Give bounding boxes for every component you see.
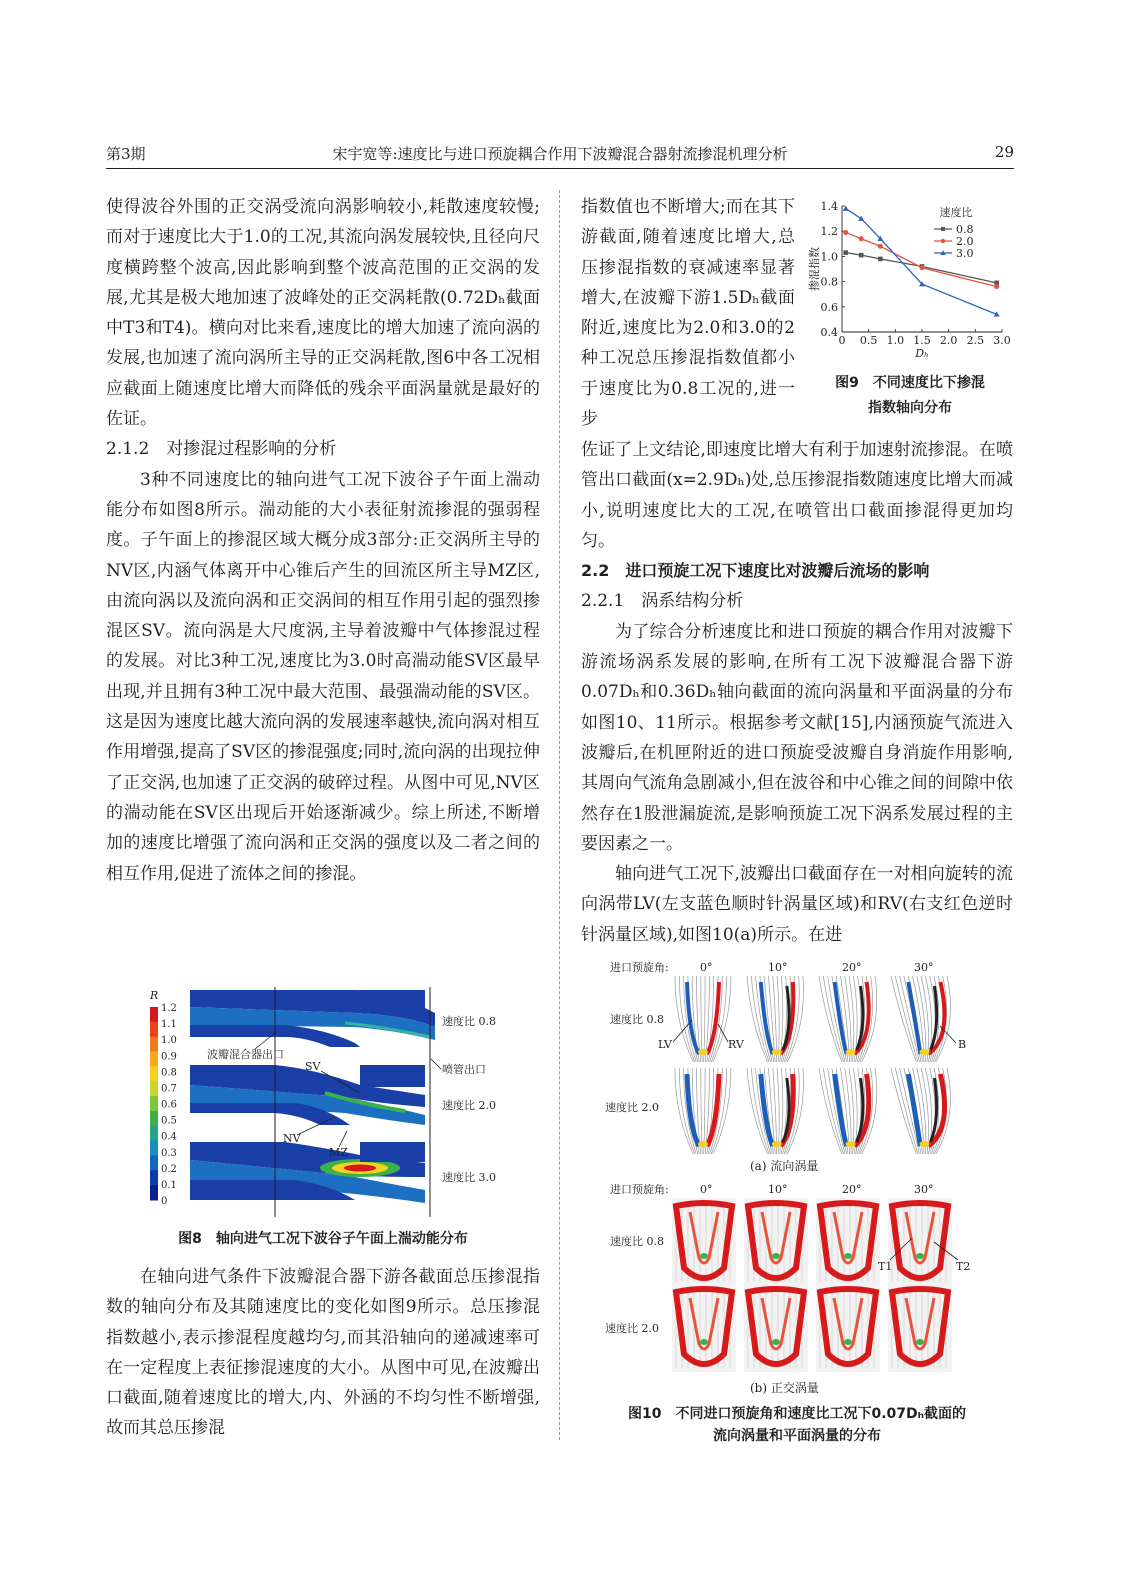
figure-9-caption-line1: 图9 不同速度比下掺混	[835, 375, 985, 391]
colorbar-tick-label: 0	[161, 1196, 168, 1207]
streamwise-panel	[672, 1068, 734, 1154]
x-tick-label: 1.5	[913, 334, 931, 347]
label-inlet-angle-a: 进口预旋角:	[610, 961, 669, 974]
page-number: 29	[994, 143, 1014, 161]
paragraph: 3种不同速度比的轴向进气工况下波谷子午面上湍动能分布如图8所示。湍动能的大小表征射流掺混的强弱程度。子午面上的掺混区域大概分成3部分:正交涡所主导的NV区,内涵气体离开中心锥后产生的回流区所主导MZ区,由流向涡以及流向涡和正交涡间的相互作用引起的强烈掺混区SV。流向涡是大尺度涡,主导着波瓣中气体掺混过程的发展。对比3种工况,速度比为3.0时高湍动能SV区最早出现,并且拥有3种工况中最大范围、最强湍动能的SV区。这是因为速度比越大流向涡的发展速率越快,流向涡对相互作用增强,提高了SV区的掺混强度;同时,流向涡的出现拉伸了正交涡,也加速了正交涡的破碎过程。从图中可见,NV区的湍动能在SV区出现后开始逐渐减少。综上所述,不断增加的速度比增强了流向涡和正交涡的强度以及二者之间的相互作用,促进了流体之间的掺混。	[106, 469, 540, 884]
planar-panel	[816, 1284, 880, 1372]
label-vr08-b: 速度比 0.8	[610, 1235, 664, 1248]
data-point	[878, 244, 883, 249]
header-rule	[106, 168, 1014, 169]
label-t2: T2	[956, 1260, 971, 1273]
streamwise-panel	[888, 1068, 950, 1154]
y-tick-label: 0.6	[820, 300, 838, 314]
section-heading: 2.2 进口预旋工况下速度比对波瓣后流场的影响	[581, 561, 930, 581]
planar-panel	[888, 1284, 952, 1372]
planar-panel	[744, 1198, 808, 1286]
figure-10-caption-line1: 图10 不同进口预旋角和速度比工况下0.07Dₕ截面的	[627, 1406, 967, 1422]
label-mz: MZ	[329, 1146, 348, 1159]
sub-caption-b: (b) 正交涡量	[750, 1381, 819, 1395]
colorbar-segment	[150, 1155, 158, 1170]
x-tick-label: 0	[838, 334, 846, 347]
data-point	[878, 257, 883, 262]
x-axis-title: Dₕ	[915, 347, 929, 360]
label-t1: T1	[878, 1260, 893, 1273]
label-nv: NV	[283, 1132, 301, 1145]
planar-panel	[744, 1284, 808, 1372]
streamwise-vorticity-panels	[672, 976, 950, 1154]
column-divider	[559, 190, 560, 1440]
colorbar-segment	[150, 1066, 158, 1081]
angle-label: 10°	[768, 961, 788, 974]
label-vr20: 速度比 2.0	[442, 1099, 496, 1112]
running-header	[106, 143, 1014, 167]
legend-entry: 3.0	[956, 247, 974, 260]
legend-entry: 0.8	[956, 223, 974, 236]
sub-caption-a: (a) 流向涡量	[750, 1159, 819, 1173]
data-point	[859, 253, 864, 258]
x-tick-label: 0.5	[859, 334, 878, 347]
data-point	[920, 265, 925, 270]
paragraph: 轴向进气工况下,波瓣出口截面存在一对相向旋转的流向涡带LV(左支蓝色顺时针涡量区域)和RV(右支红色逆时针涡量区域),如图10(a)所示。在进	[581, 864, 1013, 945]
y-tick-label: 1.0	[820, 250, 838, 264]
colorbar-tick-label: 1.0	[161, 1035, 177, 1047]
planar-vorticity-panels	[672, 1198, 952, 1372]
colorbar-title: R	[150, 989, 159, 1002]
label-rv: RV	[728, 1038, 744, 1051]
label-vr20-b: 速度比 2.0	[605, 1322, 659, 1335]
chart-axes	[807, 200, 1011, 360]
streamwise-panel	[744, 1068, 806, 1154]
colorbar-tick-label: 0.5	[161, 1115, 177, 1127]
paragraph-wrap: 指数值也不断增大;而在其下游截面,随着速度比增大,总压掺混指数的衰减速率显著增大,在波瓣下游1.5Dₕ截面附近,速度比为2.0和3.0的2种工况总压掺混指数值都小于速度比为0.8工况的,进一步	[581, 197, 795, 430]
angle-label: 20°	[842, 961, 862, 974]
paragraph: 在轴向进气条件下波瓣混合器下游各截面总压掺混指数的轴向分布及其随速度比的变化如图9所示。总压掺混指数越小,表示掺混程度越均匀,而其沿轴向的递减速率可在一定程度上表征掺混速度的大小。从图中可见,在波瓣出口截面,随着速度比的增大,内、外涵的不均匀性不断增强,故而其总压掺混	[106, 1267, 540, 1439]
figure-10-vorticity-contours	[600, 958, 980, 1398]
y-tick-label: 1.4	[820, 200, 838, 213]
angle-label: 30°	[914, 961, 934, 974]
data-point	[843, 230, 848, 235]
y-axis-title: 掺混指数	[808, 247, 821, 291]
planar-panel	[672, 1198, 736, 1286]
colorbar-tick-label: 0.9	[161, 1051, 177, 1063]
x-tick-label: 2.0	[939, 334, 958, 347]
angle-label: 20°	[842, 1183, 862, 1196]
x-tick-label: 3.0	[993, 334, 1011, 347]
legend-entry: 2.0	[956, 235, 974, 248]
colorbar-tick-label: 0.8	[161, 1067, 177, 1079]
streamwise-panel	[816, 1068, 878, 1154]
legend-title: 速度比	[939, 206, 973, 219]
label-lv: LV	[658, 1038, 672, 1051]
colorbar-segment	[150, 1096, 158, 1111]
planar-panel	[816, 1198, 880, 1286]
angle-label: 0°	[700, 1183, 713, 1196]
label-mixer-exit: 波瓣混合器出口	[207, 1048, 284, 1061]
data-point	[859, 236, 864, 241]
colorbar-tick-label: 1.1	[161, 1019, 177, 1031]
chart-legend	[934, 205, 974, 260]
paragraph: 使得波谷外围的正交涡受流向涡影响较小,耗散速度较慢;而对于速度比大于1.0的工况,其流向涡发展较快,且径向尺度横跨整个波高,因此影响到整个波高范围的正交涡的发展,尤其是极大地加速了波峰处的正交涡耗散(0.72Dₕ截面中T3和T4)。横向对比来看,速度比的增大加速了流向涡的发展,也加速了流向涡所主导的正交涡耗散,图6中各工况相应截面上随速度比增大而降低的残余平面涡量就是最好的佐证。	[106, 197, 540, 430]
series-line-3.0	[846, 209, 997, 315]
streamwise-panel	[744, 976, 806, 1062]
paragraph: 佐证了上文结论,即速度比增大有利于加速射流掺混。在喷管出口截面(x=2.9Dₕ)处,总压掺混指数随速度比增大而减小,说明速度比大的工况,在喷管出口截面掺混得更加均匀。	[581, 440, 1013, 551]
label-vr08: 速度比 0.8	[442, 1015, 496, 1028]
label-nozzle-exit: 喷管出口	[442, 1063, 486, 1076]
colorbar-segment	[150, 1052, 158, 1067]
figure-8-caption: 图8 轴向进气工况下波谷子午面上湍动能分布	[178, 1231, 468, 1247]
contour-vr08	[190, 990, 435, 1047]
colorbar-segment	[150, 1126, 158, 1141]
label-inlet-angle-b: 进口预旋角:	[610, 1183, 669, 1196]
colorbar-segment	[150, 1141, 158, 1156]
x-tick-label: 2.5	[966, 334, 985, 347]
streamwise-panel	[816, 976, 878, 1062]
planar-panel	[672, 1284, 736, 1372]
figure-9-caption-line2: 指数轴向分布	[868, 400, 952, 416]
colorbar-segment	[150, 1111, 158, 1126]
planar-panel	[888, 1198, 952, 1286]
right-column	[581, 435, 1013, 950]
figure-9-caption	[806, 371, 1014, 421]
contour-vr20	[190, 1065, 425, 1125]
data-point	[843, 250, 848, 255]
contour-vr30	[190, 1142, 425, 1203]
colorbar-tick-label: 0.1	[161, 1179, 177, 1191]
chart-series	[843, 206, 1000, 317]
label-vr08-a: 速度比 0.8	[610, 1013, 664, 1026]
colorbar-tick-label: 0.7	[161, 1083, 177, 1095]
colorbar-tick-label: 0.6	[161, 1099, 177, 1111]
label-b: B	[958, 1038, 967, 1051]
y-tick-label: 1.2	[820, 225, 838, 239]
figure-8-tke-contours	[145, 985, 515, 1220]
left-column	[106, 192, 540, 889]
streamwise-panel	[888, 976, 950, 1062]
colorbar-segment	[150, 1081, 158, 1096]
colorbar-segment	[150, 1037, 158, 1052]
data-point	[994, 284, 999, 289]
colorbar-segment	[150, 1185, 158, 1200]
figure-9-mixing-index-chart	[806, 198, 1016, 360]
colorbar-ticks	[161, 1003, 177, 1207]
colorbar	[150, 1007, 158, 1201]
x-tick-label: 1.0	[886, 334, 905, 347]
colorbar-tick-label: 1.2	[161, 1003, 177, 1014]
colorbar-segment	[150, 1022, 158, 1037]
label-vr30: 速度比 3.0	[442, 1171, 496, 1184]
label-sv: SV	[305, 1060, 321, 1073]
issue-number: 第3期	[106, 145, 146, 163]
streamwise-panel	[672, 976, 734, 1062]
colorbar-segment	[150, 1007, 158, 1022]
colorbar-segment	[150, 1170, 158, 1185]
label-vr20-a: 速度比 2.0	[605, 1101, 659, 1114]
figure-10-caption	[581, 1403, 1013, 1447]
figure-10-caption-line2: 流向涡量和平面涡量的分布	[713, 1428, 881, 1444]
data-point	[858, 216, 864, 221]
colorbar-tick-label: 0.2	[161, 1163, 177, 1175]
paragraph: 为了综合分析速度比和进口预旋的耦合作用对波瓣下游流场涡系发展的影响,在所有工况下波瓣混合器下游0.07Dₕ和0.36Dₕ轴向截面的流向涡量和平面涡量的分布如图10、11所示。根据参考文献[15],内涵预旋气流进入波瓣后,在机匣附近的进口预旋受波瓣自身消旋作用影响,其周向气流角急剧减小,但在波谷和中心锥之间的间隙中依然存在1股泄漏旋流,是影响预旋工况下涡系发展过程的主要因素之一。	[581, 621, 1013, 854]
angle-label: 10°	[768, 1183, 788, 1196]
angle-label: 0°	[700, 961, 713, 974]
y-tick-label: 0.4	[820, 326, 838, 339]
colorbar-tick-label: 0.4	[161, 1131, 177, 1143]
running-title: 宋宇宽等:速度比与进口预旋耦合作用下波瓣混合器射流掺混机理分析	[332, 145, 788, 163]
subsection-heading: 2.1.2 对掺混过程影响的分析	[106, 439, 337, 460]
colorbar-tick-label: 0.3	[161, 1147, 177, 1159]
angle-label: 30°	[914, 1183, 934, 1196]
subsection-heading: 2.2.1 涡系结构分析	[581, 591, 744, 612]
y-tick-label: 0.8	[820, 275, 838, 289]
